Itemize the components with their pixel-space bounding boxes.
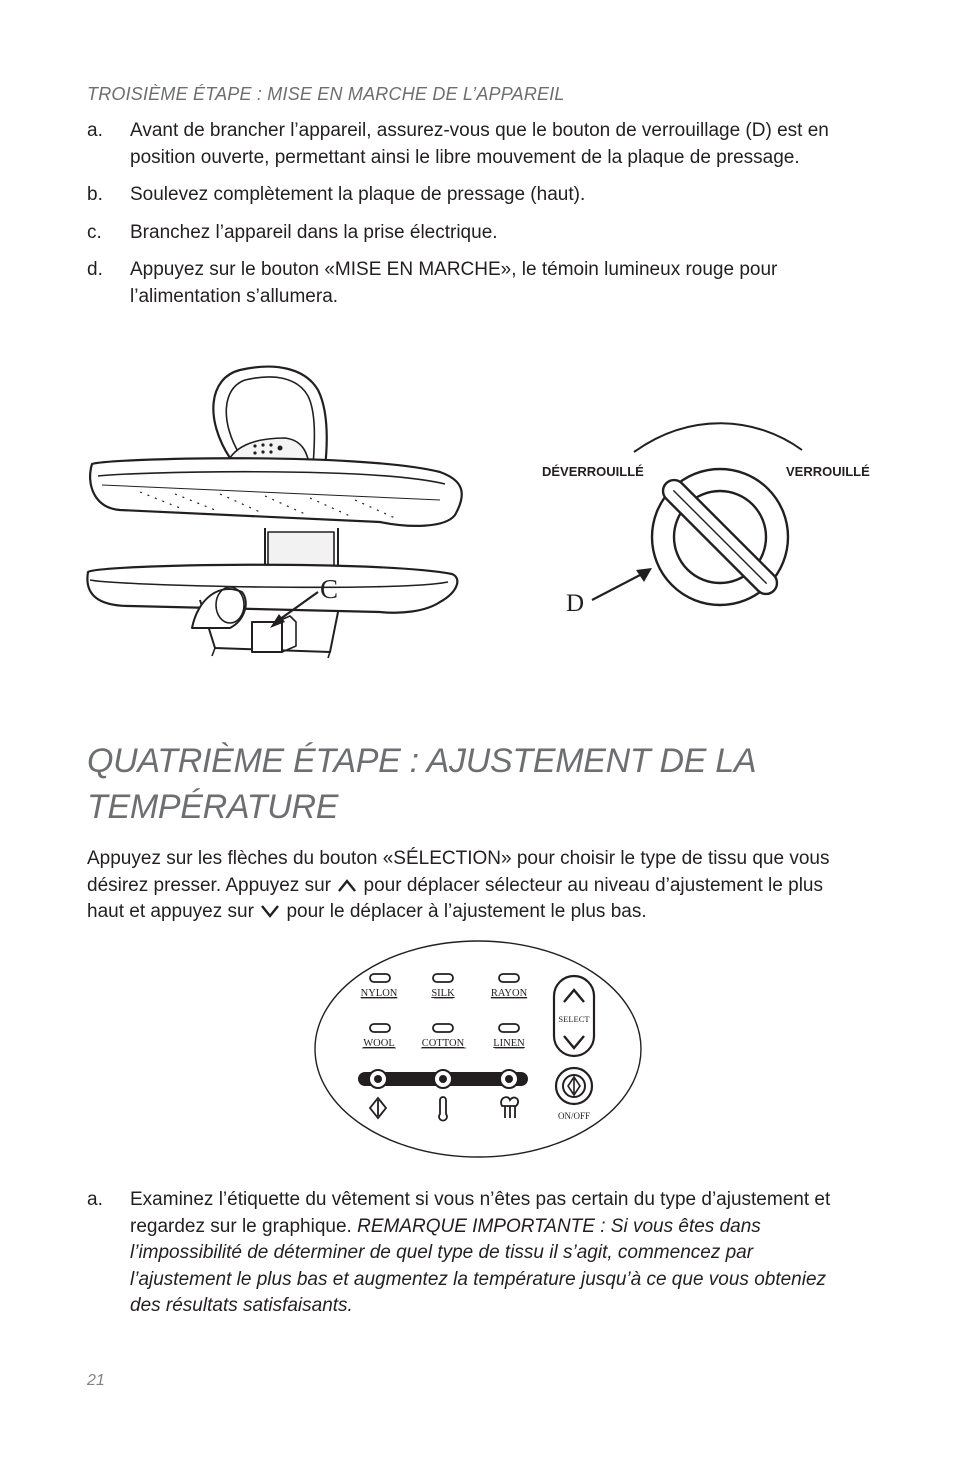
unlocked-label: DÉVERROUILLÉ [542,464,644,479]
fabric-label-linen: LINEN [493,1038,525,1049]
callout-d: D [566,590,585,617]
step3-list [87,118,887,321]
list-item [87,182,887,209]
para-part1: Appuyez sur les flèches du bouton «SÉLECTION» pour choisir le type de tissu que vous désirez presser. Appuyez sur [87,848,830,896]
lock-knob-illustration [540,420,885,620]
control-panel-illustration [312,938,644,1160]
locked-label: VERROUILLÉ [786,464,870,479]
list-letter: d. [87,259,103,280]
select-label: SELECT [558,1014,590,1024]
step4-paragraph [87,846,847,926]
steam-press-illustration [80,360,480,660]
chevron-down-icon [259,903,281,919]
list-text: Examinez l’étiquette du vêtement si vous n’êtes pas certain du type d’ajustement et regardez sur le graphique. [130,1189,831,1237]
fabric-label-silk: SILK [431,988,455,999]
list-letter: a. [87,120,103,141]
step3-heading: TROISIÈME ÉTAPE : MISE EN MARCHE DE L’APPAREIL [87,84,565,104]
fabric-label-cotton: COTTON [421,1038,465,1049]
chevron-up-icon [336,877,358,893]
list-text: Soulevez complètement la plaque de pressage (haut). [130,184,586,205]
para-part2: pour déplacer sélecteur au niveau d’ajustement le plus haut et appuyez sur [87,874,823,922]
fabric-label-rayon: RAYON [490,988,528,999]
list-item [87,257,887,310]
on-off-label: ON/OFF [557,1111,591,1121]
list-item [87,118,887,171]
list-item [87,1187,847,1320]
fabric-label-wool: WOOL [363,1038,395,1049]
important-note: REMARQUE IMPORTANTE : Si vous êtes dans l’impossibilité de déterminer de quel type de tissu il s’agit, commencez par l’ajustement le plus bas et augmentez la température jusqu’à ce que vous obteniez des résultats satisfaisants. [130,1215,827,1316]
list-text: Appuyez sur le bouton «MISE EN MARCHE», le témoin lumineux rouge pour l’alimentation s’allumera. [130,259,778,307]
on-off-button[interactable] [556,1068,592,1121]
step4-list [87,1187,847,1331]
list-letter: b. [87,184,103,205]
list-text: Avant de brancher l’appareil, assurez-vous que le bouton de verrouillage (D) est en position ouverte, permettant ainsi le libre mouvement de la plaque de pressage. [130,120,829,168]
select-button[interactable] [554,976,594,1056]
list-letter: a. [87,1189,103,1210]
list-letter: c. [87,221,102,243]
fabric-label-nylon: NYLON [360,988,398,999]
page-number: 21 [87,1372,105,1389]
para-part3: pour le déplacer à l’ajustement le plus bas. [286,901,647,922]
list-item [87,220,887,247]
callout-c: C [320,574,339,604]
list-text: Branchez l’appareil dans la prise électrique. [130,221,498,243]
step4-heading: QUATRIÈME ÉTAPE : AJUSTEMENT DE LA TEMPÉRATURE [87,742,756,826]
